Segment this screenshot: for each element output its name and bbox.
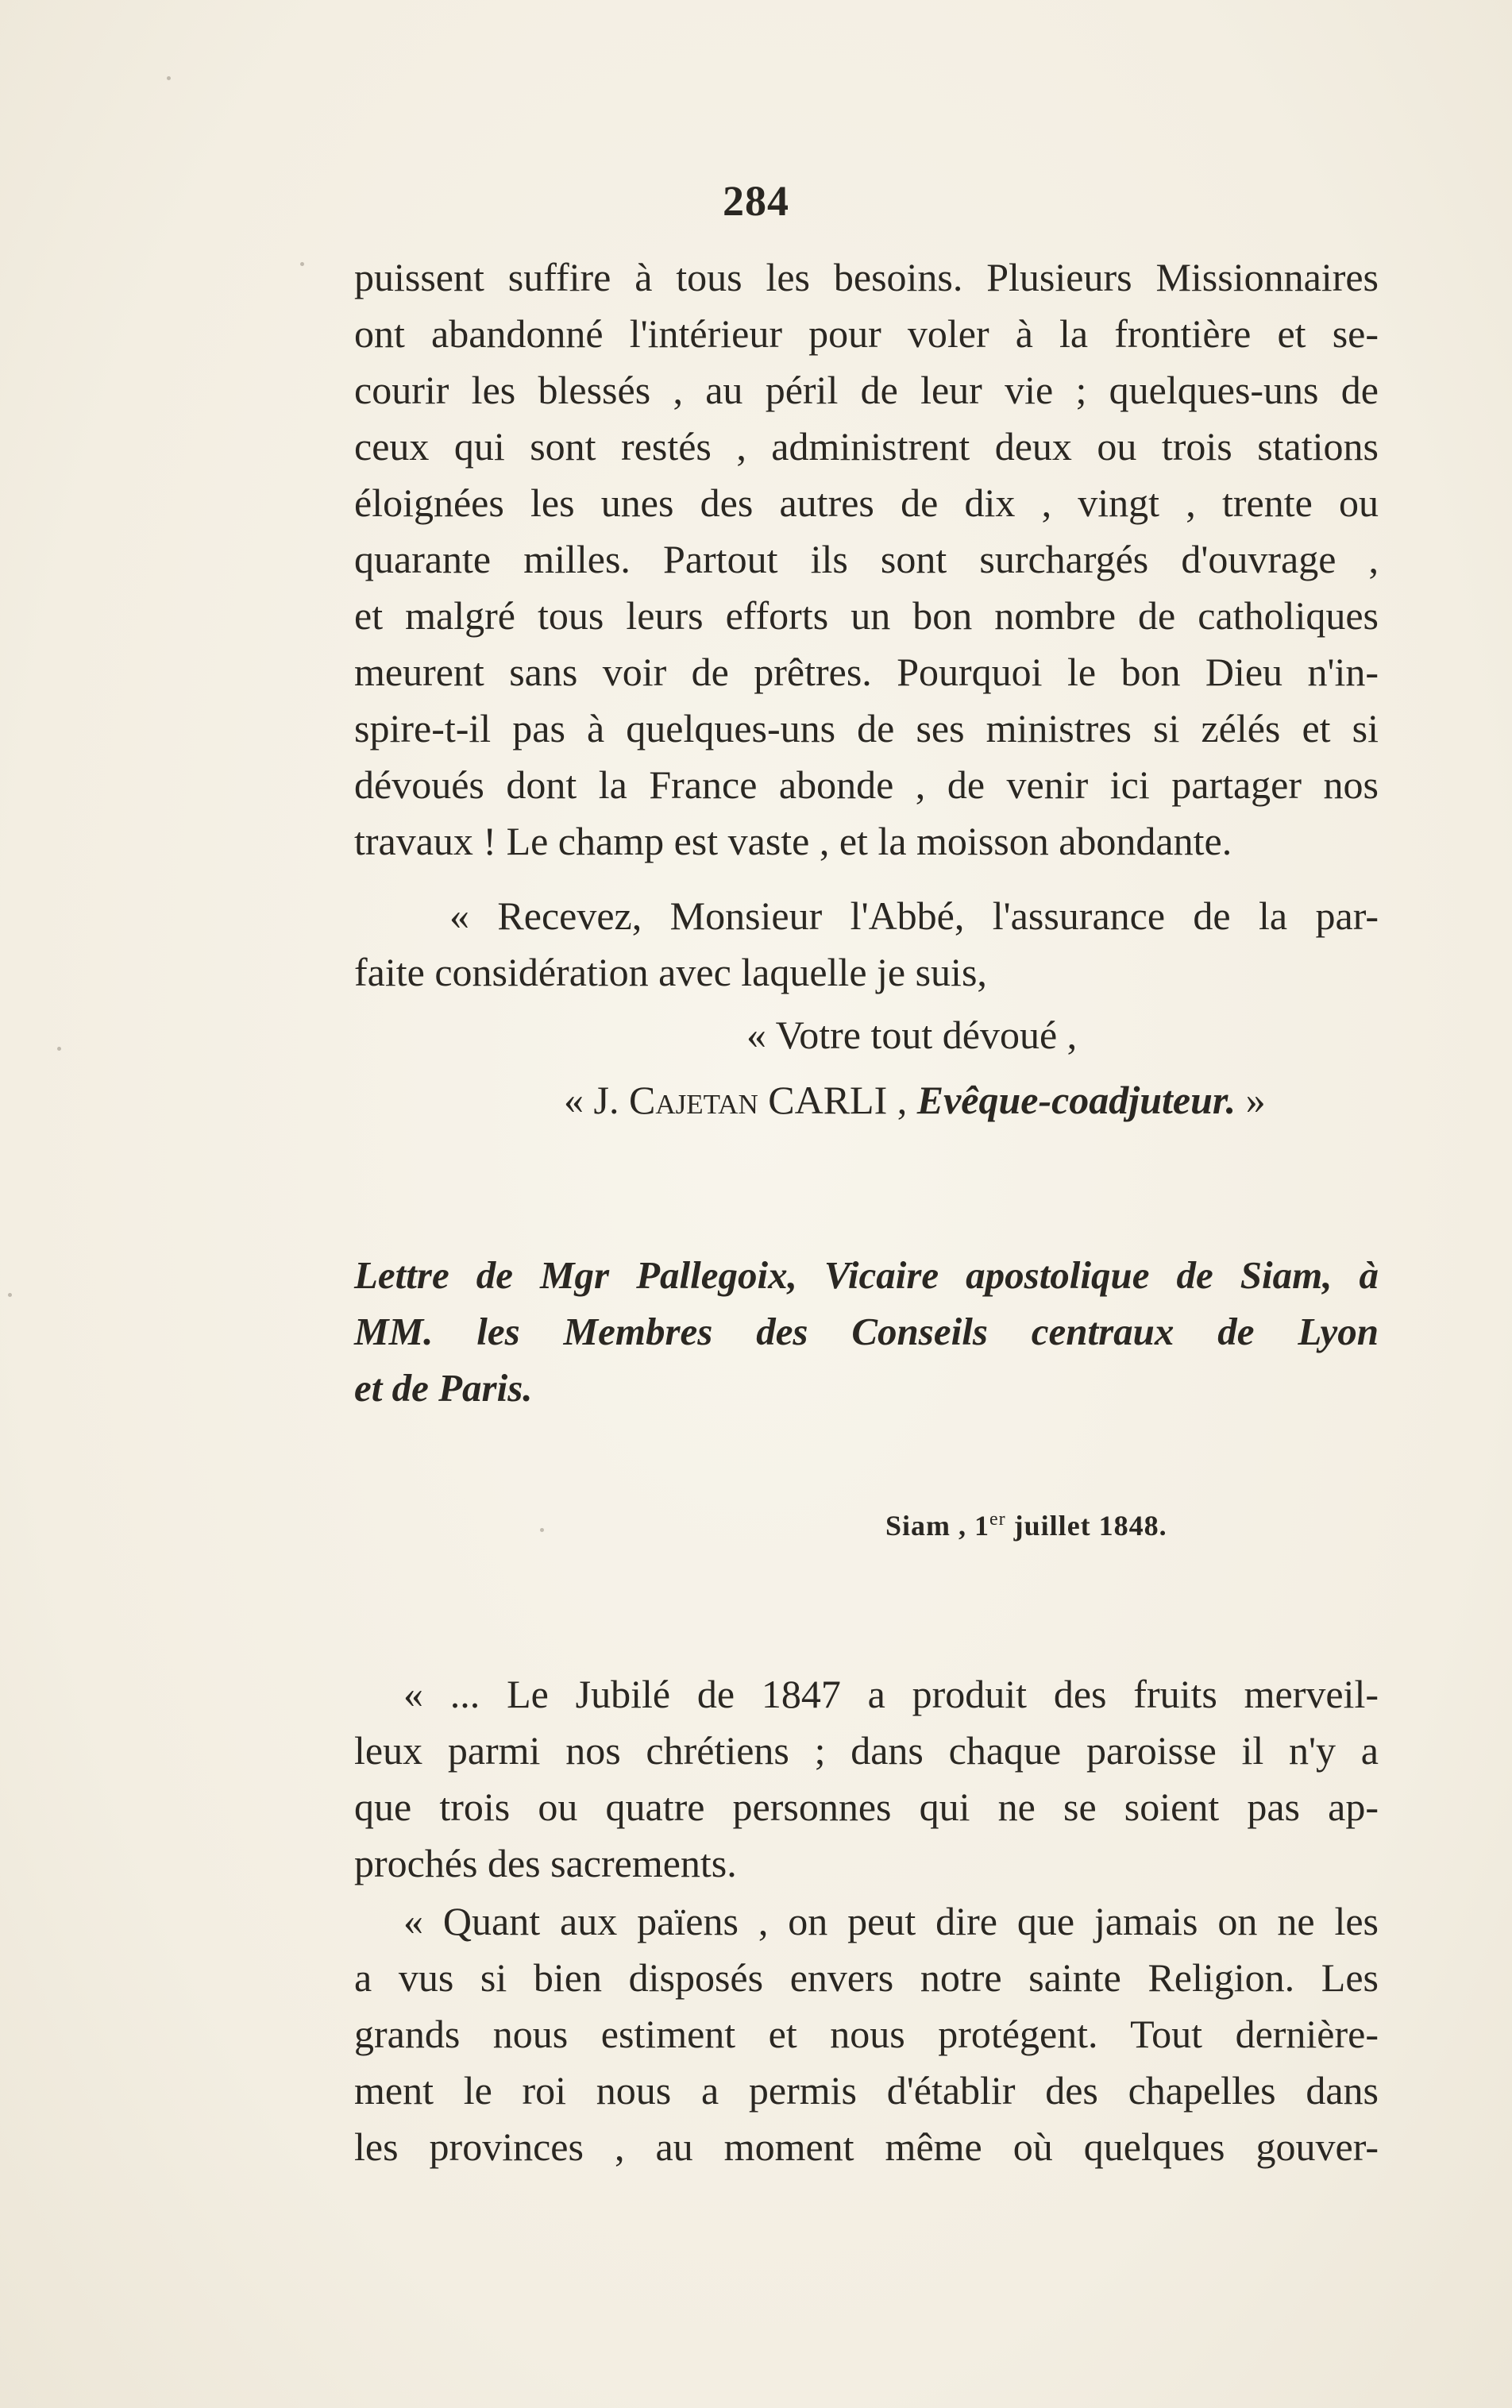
heading-line: et de Paris. <box>354 1366 533 1410</box>
text-line: et malgré tous leurs efforts un bon nombre de catholiques <box>354 593 1379 638</box>
text-line: éloignées les unes des autres de dix , vingt , trente ou <box>354 480 1379 525</box>
paper-speck <box>540 1528 544 1532</box>
signature-first-name: Cajetan <box>628 1078 758 1122</box>
dateline-month-year: juillet 1848. <box>1013 1510 1167 1542</box>
text-line: « ... Le Jubilé de 1847 a produit des fruits merveil- <box>403 1672 1379 1716</box>
text-line: ont abandonné l'intérieur pour voler à la frontière et se- <box>354 311 1379 356</box>
text-line: « Quant aux païens , on peut dire que jamais on ne les <box>403 1899 1379 1943</box>
heading-line: MM. les Membres des Conseils centraux de Lyon <box>354 1310 1379 1353</box>
text-line: a vus si bien disposés envers notre sainte Religion. Les <box>354 1955 1379 2000</box>
letter-heading <box>354 1247 1379 1416</box>
text-line: ceux qui sont restés , administrent deux ou trois stations <box>354 424 1379 469</box>
text-line: travaux ! Le champ est vaste , et la moisson abondante. <box>354 819 1232 863</box>
text-line: prochés des sacrements. <box>354 1841 737 1885</box>
paper-speck <box>57 1047 61 1051</box>
text-line: leux parmi nos chrétiens ; dans chaque paroisse il n'y a <box>354 1728 1379 1773</box>
text-line: quarante milles. Partout ils sont surchargés d'ouvrage , <box>354 537 1379 581</box>
text-line: dévoués dont la France abonde , de venir ici partager nos <box>354 762 1379 807</box>
letter-paragraph-1 <box>354 1666 1379 1892</box>
signature-surname: CARLI , <box>768 1078 908 1122</box>
text-line: « Recevez, Monsieur l'Abbé, l'assurance de la par- <box>449 893 1379 938</box>
dateline <box>885 1509 1167 1542</box>
page-number: 284 <box>723 177 789 225</box>
paper-speck <box>8 1293 12 1297</box>
paper-speck <box>300 262 304 266</box>
text-line: faite considération avec laquelle je suis, <box>354 950 987 994</box>
paper-speck <box>167 76 171 80</box>
text-line: puissent suffire à tous les besoins. Plusieurs Missionnaires <box>354 255 1379 299</box>
signoff: « Votre tout dévoué , <box>746 1013 1078 1057</box>
signature-close: » <box>1245 1078 1266 1122</box>
dateline-day-suffix: er <box>989 1509 1006 1530</box>
signature-title: Evêque-coadjuteur. <box>916 1078 1236 1122</box>
letter-paragraph-2 <box>354 1893 1379 2175</box>
dateline-place: Siam , <box>885 1510 967 1542</box>
text-line: que trois ou quatre personnes qui ne se soient pas ap- <box>354 1785 1379 1829</box>
text-line: grands nous estiment et nous protégent. Tout dernière- <box>354 2012 1379 2056</box>
text-line: meurent sans voir de prêtres. Pourquoi le bon Dieu n'in- <box>354 650 1379 694</box>
text-line: ment le roi nous a permis d'établir des chapelles dans <box>354 2068 1379 2113</box>
text-line: les provinces , au moment même où quelques gouver- <box>354 2124 1379 2169</box>
signature-line <box>564 1072 1266 1129</box>
dateline-day: 1 <box>974 1510 990 1542</box>
signature-prefix: « J. <box>564 1078 619 1122</box>
text-line: spire-t-il pas à quelques-uns de ses ministres si zélés et si <box>354 706 1379 751</box>
closing-paragraph <box>354 888 1379 1001</box>
text-line: courir les blessés , au péril de leur vie ; quelques-uns de <box>354 368 1379 412</box>
continuation-paragraph <box>354 249 1379 870</box>
heading-line: Lettre de Mgr Pallegoix, Vicaire apostolique de Siam, à <box>354 1253 1379 1297</box>
